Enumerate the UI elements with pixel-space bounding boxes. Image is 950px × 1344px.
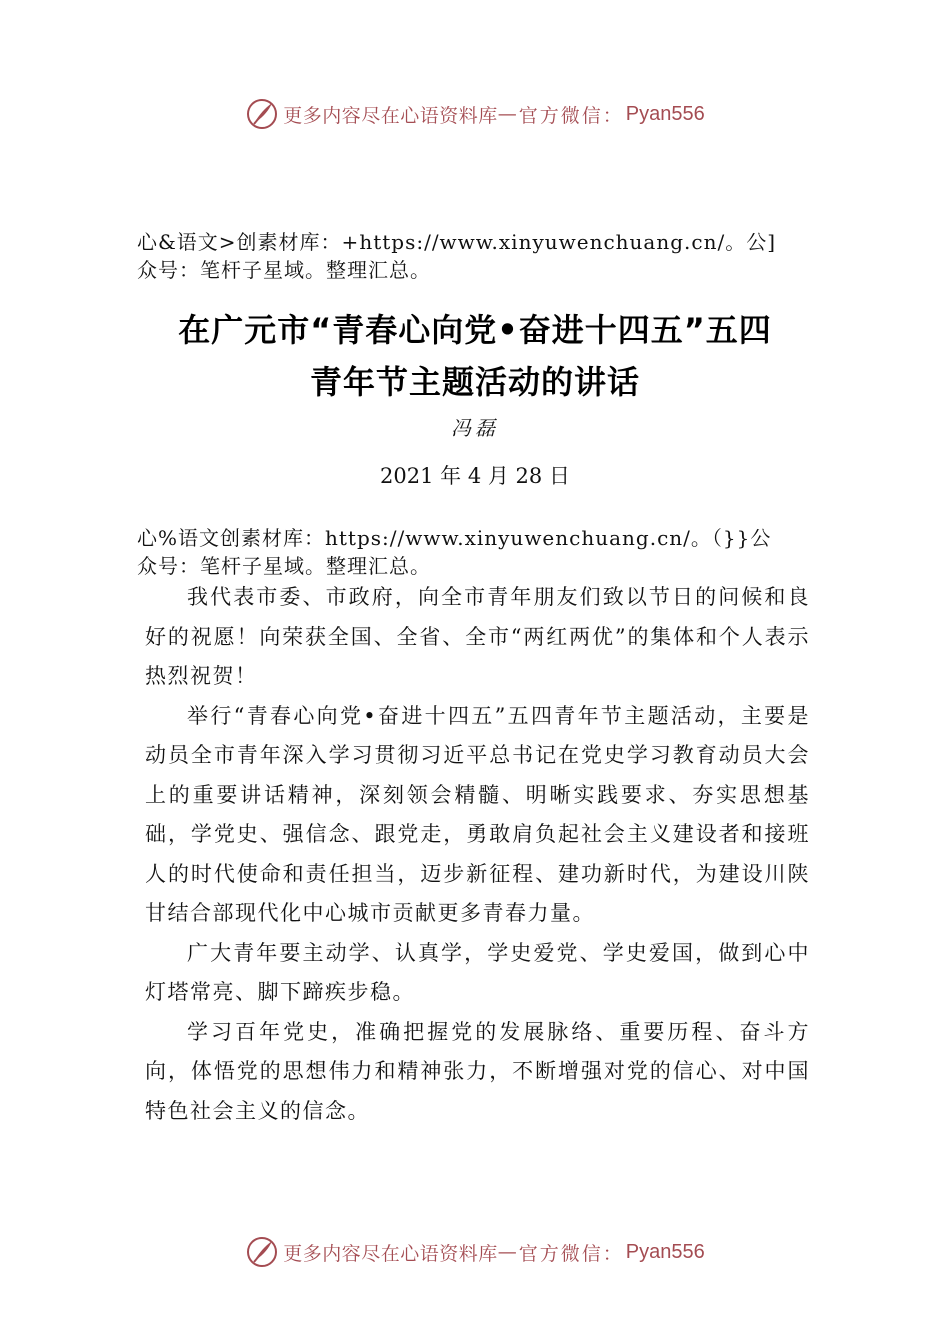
speech-body <box>145 578 810 1131</box>
banner-wechat-id: Pyan556 <box>625 102 705 125</box>
banner-separator: — <box>497 103 517 125</box>
header-banner <box>0 94 950 134</box>
footer-banner <box>0 1232 950 1272</box>
banner-separator: — <box>497 1241 517 1263</box>
page-title <box>0 304 950 408</box>
author-name: 冯磊 <box>451 416 499 440</box>
body-paragraph: 举行“青春心向党•奋进十四五”五四青年节主题活动，主要是动员全市青年深入学习贯彻习近平总书记在党史学习教育动员大会上的重要讲话精神，深刻领会精髓、明晰实践要求、夯实思想基础，学党史、强信念、跟党走，勇敢肩负起社会主义建设者和接班人的时代使命和责任担当，迈步新征程、建功新时代，为建设川陕甘结合部现代化中心城市贡献更多青春力量。 <box>145 703 810 925</box>
source-note <box>137 524 837 580</box>
feather-pen-icon <box>245 1235 279 1269</box>
body-paragraph: 我代表市委、市政府，向全市青年朋友们致以节日的问候和良好的祝愿！向荣获全国、全省、全市“两红两优”的集体和个人表示热烈祝贺！ <box>145 585 810 688</box>
title-line: 青年节主题活动的讲话 <box>309 363 640 401</box>
source-note-line: 心&语文>创素材库：+https://www.xinyuwenchuang.cn/。公] <box>137 230 777 254</box>
source-note-line: 众号：笔杆子星域。整理汇总。 <box>137 554 431 578</box>
banner-text: 更多内容尽在心语资料库 <box>283 104 498 127</box>
banner-wechat-label: 官方微信： <box>518 104 624 127</box>
body-paragraph: 学习百年党史，准确把握党的发展脉络、重要历程、奋斗方向，体悟党的思想伟力和精神张力，不断增强对党的信心、对中国特色社会主义的信念。 <box>145 1019 810 1123</box>
banner-text: 更多内容尽在心语资料库 <box>283 1242 498 1265</box>
feather-pen-icon <box>245 97 279 131</box>
speech-date: 2021 年 4 月 28 日 <box>380 464 570 488</box>
source-note-line: 众号：笔杆子星域。整理汇总。 <box>137 258 431 282</box>
banner-wechat-id: Pyan556 <box>625 1240 705 1263</box>
title-line: 在广元市“青春心向党•奋进十四五”五四 <box>178 311 772 349</box>
source-note-line: 心%语文创素材库：https://www.xinyuwenchuang.cn/。（}}公 <box>137 526 772 550</box>
source-note <box>137 228 837 284</box>
banner-wechat-label: 官方微信： <box>518 1242 624 1265</box>
body-paragraph: 广大青年要主动学、认真学，学史爱党、学史爱国，做到心中灯塔常亮、脚下蹄疾步稳。 <box>145 940 810 1004</box>
